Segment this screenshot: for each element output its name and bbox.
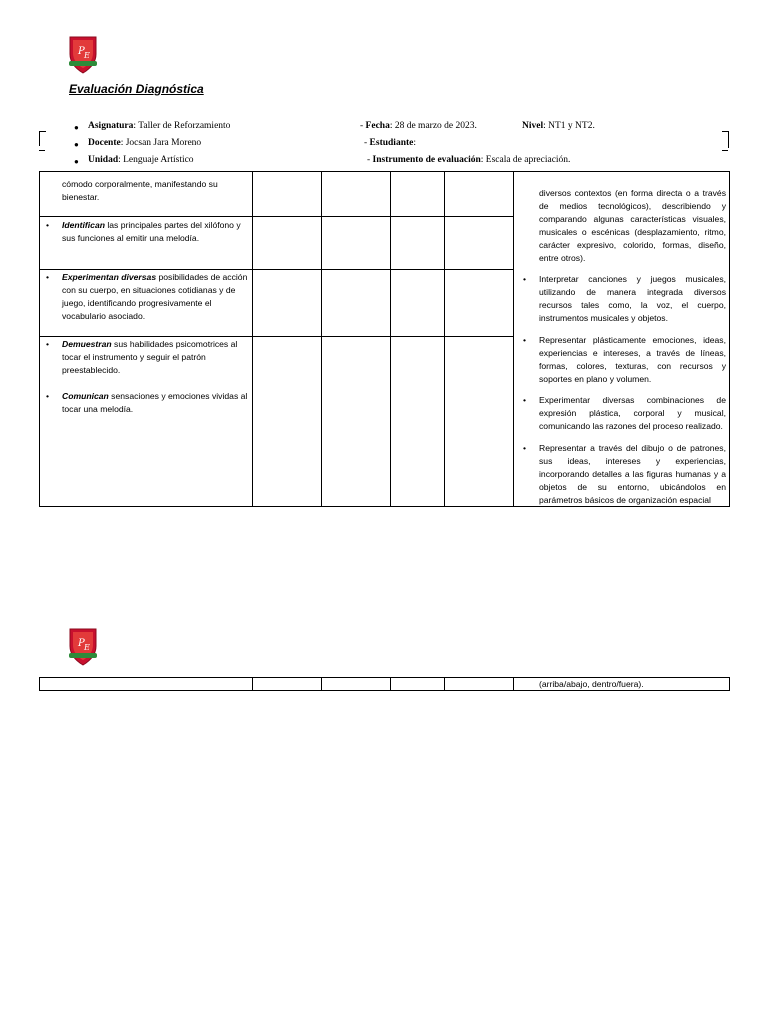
col-divider bbox=[321, 678, 322, 690]
col-divider bbox=[513, 172, 514, 506]
asignatura-field: Asignatura: Taller de Reforzamiento bbox=[88, 121, 231, 131]
col-divider bbox=[390, 172, 391, 506]
bullet: ● bbox=[74, 157, 79, 166]
page-title: Evaluación Diagnóstica bbox=[69, 82, 204, 96]
header-bracket-left-top bbox=[39, 131, 46, 146]
objective-item-1: • Interpretar canciones y juegos musicales, utilizando de manera integrada diversos recursos tales como, la voz, el cuerpo, instrumentos musicales y objetos. bbox=[519, 273, 726, 325]
header-bracket-left-mid bbox=[39, 150, 45, 151]
objective-item-2: • Representar plásticamente emociones, ideas, experiencias e intereses, a través de líneas, formas, colores, texturas, con recursos y soportes en plano y volumen. bbox=[519, 334, 726, 386]
col-divider bbox=[444, 678, 445, 690]
objective-continuation: diversos contextos (en forma directa o a través de medios tecnológicos), describiendo y comparando algunas características visuales, musicales o escénicas (desplazamiento, ritmo, carácter expresivo, colorido, formas, diseño, entre otros). bbox=[539, 187, 726, 263]
row-divider bbox=[40, 269, 513, 270]
bullet: ● bbox=[74, 140, 79, 149]
fecha-field: - Fecha: 28 de marzo de 2023. bbox=[360, 121, 477, 131]
indicator-row-2: • Identifican las principales partes del xilófono y sus funciones al emitir una melodía. bbox=[40, 219, 250, 245]
objective-continuation-page2: (arriba/abajo, dentro/fuera). bbox=[539, 679, 644, 689]
header-bracket-right-mid bbox=[722, 150, 728, 151]
objective-item-3: • Experimentar diversas combinaciones de expresión plástica, corporal y musical, comunicando las razones del proceso realizado. bbox=[519, 394, 726, 433]
estudiante-field: - Estudiante: bbox=[364, 138, 417, 148]
bullet: ● bbox=[74, 123, 79, 132]
school-crest-logo bbox=[66, 626, 100, 666]
svg-text:P: P bbox=[78, 46, 85, 57]
school-crest-logo bbox=[66, 34, 100, 74]
col-divider bbox=[513, 678, 514, 690]
col-divider bbox=[252, 678, 253, 690]
instrumento-field: - Instrumento de evaluación: Escala de apreciación. bbox=[367, 155, 571, 165]
learning-objectives bbox=[519, 178, 726, 516]
row-divider bbox=[40, 336, 513, 337]
objective-item-4: • Representar a través del dibujo o de patrones, sus ideas, intereses y experiencias, incorporando detalles a las figuras humanas y a objetos de su entorno, ubicándolos en parámetros básicos de organización espacial bbox=[519, 442, 726, 507]
nivel-field: Nivel: NT1 y NT2. bbox=[522, 121, 595, 131]
col-divider bbox=[252, 172, 253, 506]
row-divider bbox=[40, 216, 513, 217]
col-divider bbox=[444, 172, 445, 506]
svg-text:E: E bbox=[84, 51, 90, 60]
header-bracket-right-top bbox=[722, 131, 729, 148]
col-divider bbox=[390, 678, 391, 690]
indicator-row-3: • Experimentan diversas posibilidades de acción con su cuerpo, en situaciones cotidianas y de juego, identificando progresivamente el vocabulario asociado. bbox=[40, 271, 250, 323]
indicator-row-4: • Demuestran sus habilidades psicomotrices al tocar el instrumento y seguir el patrón preestablecido. • Comunican sensaciones y emociones vividas al tocar una melodía. bbox=[40, 338, 250, 416]
docente-field: Docente: Jocsan Jara Moreno bbox=[88, 138, 202, 148]
unidad-field: Unidad: Lenguaje Artístico bbox=[88, 155, 194, 165]
col-divider bbox=[321, 172, 322, 506]
svg-text:E: E bbox=[84, 643, 90, 652]
indicator-row-1: cómodo corporalmente, manifestando su bienestar. bbox=[62, 179, 218, 202]
svg-text:P: P bbox=[78, 638, 85, 649]
